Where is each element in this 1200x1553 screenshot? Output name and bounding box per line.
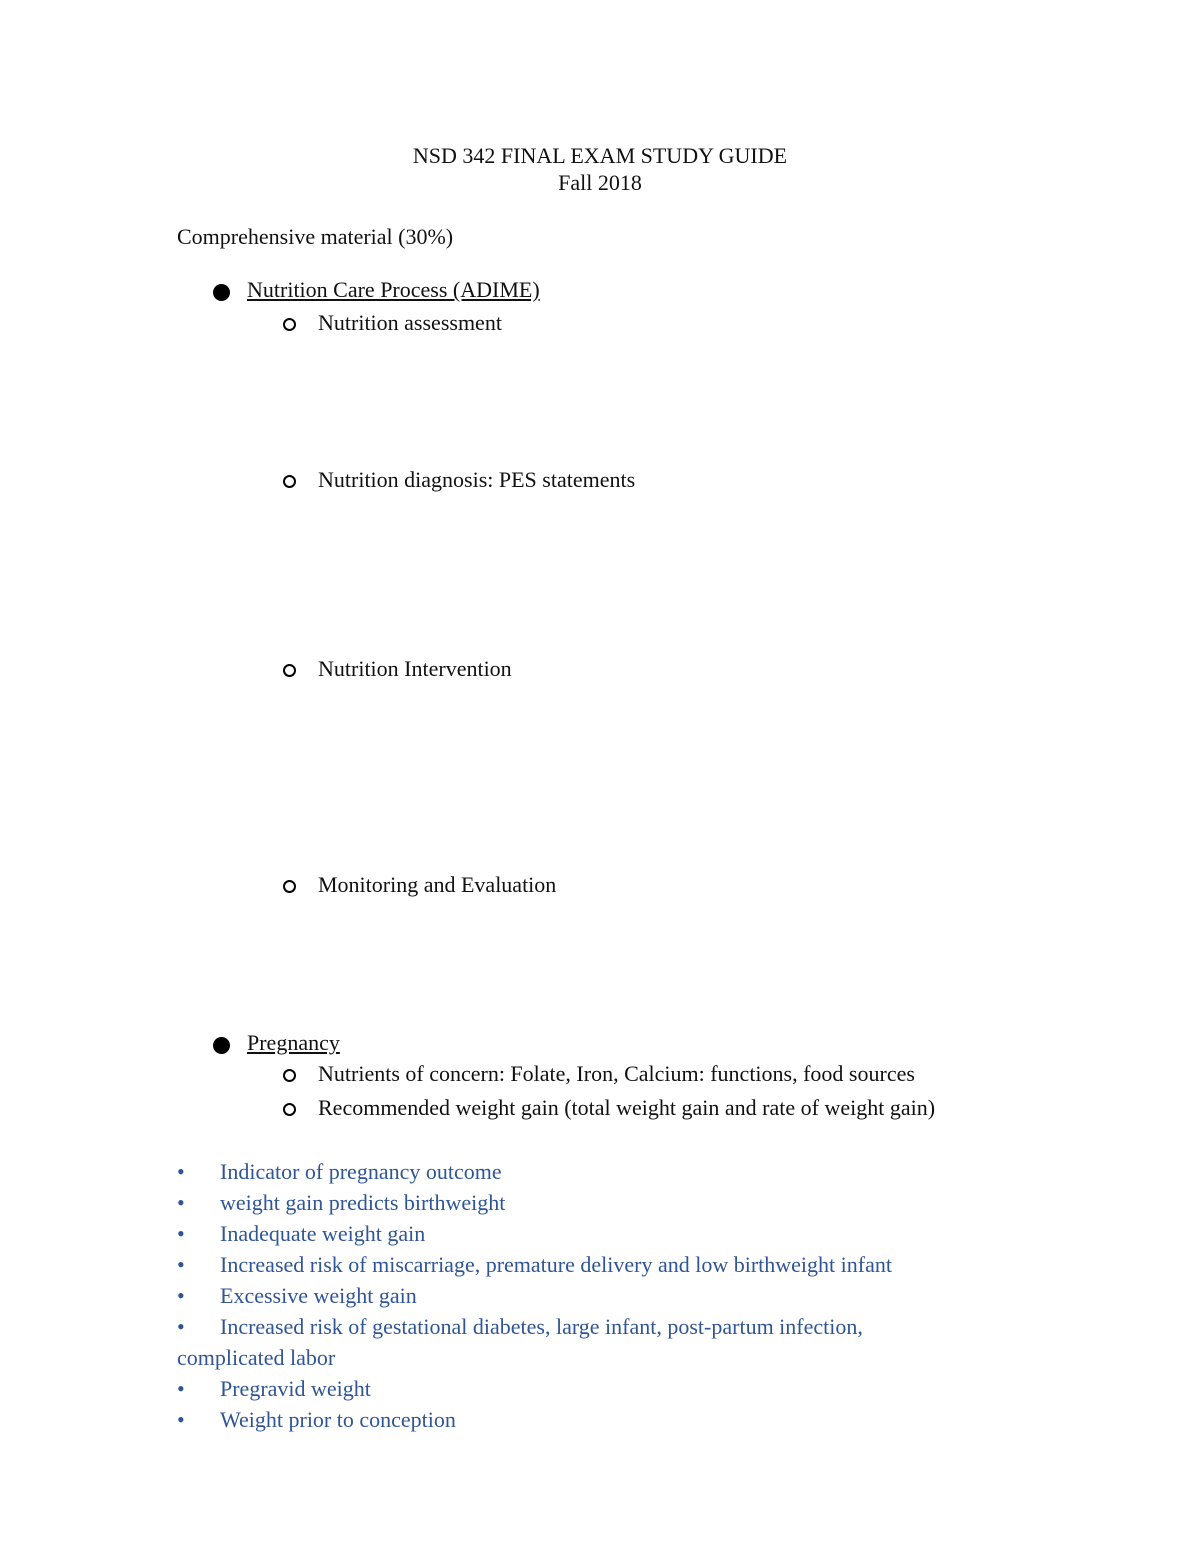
topic-label: Nutrition Care Process (ADIME) <box>247 277 540 302</box>
hollow-circle-bullet-icon <box>283 475 296 488</box>
note-text: Increased risk of miscarriage, premature delivery and low birthweight infant <box>220 1252 892 1277</box>
note-text: Increased risk of gestational diabetes, large infant, post-partum infection, complicated labor <box>177 1314 863 1370</box>
hollow-circle-bullet-icon <box>283 1069 296 1082</box>
note-text: weight gain predicts birthweight <box>220 1190 506 1215</box>
note-item <box>177 1404 957 1435</box>
note-item <box>177 1280 957 1311</box>
note-text: Weight prior to conception <box>220 1407 456 1432</box>
subtopic-label: Nutrition assessment <box>318 310 502 335</box>
note-item <box>177 1187 957 1218</box>
section-heading: Comprehensive material (30%) <box>177 224 454 249</box>
note-text: Inadequate weight gain <box>220 1221 426 1246</box>
hollow-circle-bullet-icon <box>283 1103 296 1116</box>
topic-label: Pregnancy <box>247 1030 340 1055</box>
note-item <box>177 1249 957 1280</box>
subtopic-label: Nutrients of concern: Folate, Iron, Calcium: functions, food sources <box>318 1061 915 1086</box>
hollow-circle-bullet-icon <box>283 880 296 893</box>
note-text: Excessive weight gain <box>220 1283 417 1308</box>
document-title: NSD 342 FINAL EXAM STUDY GUIDE <box>412 143 788 168</box>
subtopic-label: Nutrition Intervention <box>318 656 512 681</box>
hollow-circle-bullet-icon <box>283 664 296 677</box>
bullet-dot-icon: • <box>177 1376 185 1401</box>
note-item <box>177 1373 957 1404</box>
note-text: Pregravid weight <box>220 1376 371 1401</box>
bullet-dot-icon: • <box>177 1221 185 1246</box>
note-item <box>177 1156 957 1187</box>
note-text: Indicator of pregnancy outcome <box>220 1159 502 1184</box>
document-subtitle: Fall 2018 <box>558 170 642 195</box>
note-item <box>177 1311 917 1373</box>
hollow-circle-bullet-icon <box>283 318 296 331</box>
bullet-dot-icon: • <box>177 1190 185 1215</box>
bullet-dot-icon: • <box>177 1314 185 1339</box>
subtopic-label: Nutrition diagnosis: PES statements <box>318 467 636 492</box>
bullet-dot-icon: • <box>177 1159 185 1184</box>
filled-circle-bullet-icon <box>213 1037 230 1054</box>
bullet-dot-icon: • <box>177 1252 185 1277</box>
bullet-dot-icon: • <box>177 1283 185 1308</box>
subtopic-label: Monitoring and Evaluation <box>318 872 557 897</box>
bullet-dot-icon: • <box>177 1407 185 1432</box>
filled-circle-bullet-icon <box>213 284 230 301</box>
note-item <box>177 1218 957 1249</box>
subtopic-label: Recommended weight gain (total weight gain and rate of weight gain) <box>318 1095 936 1120</box>
